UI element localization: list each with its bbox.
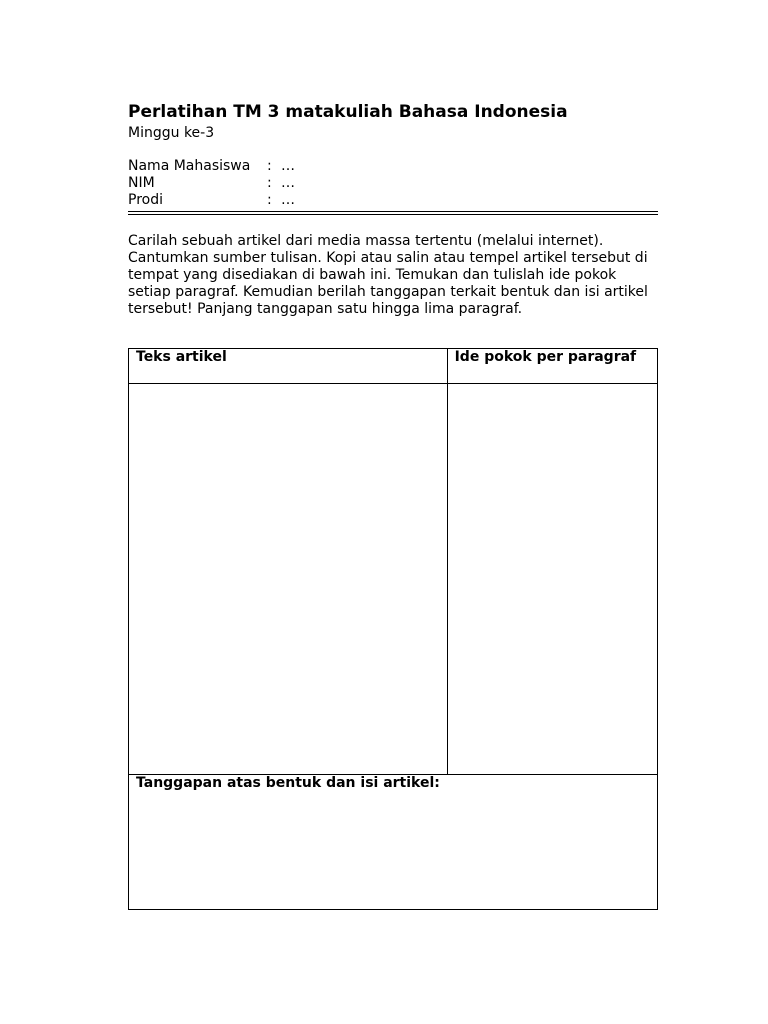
article-text-cell[interactable] xyxy=(129,384,448,775)
document-page xyxy=(128,100,658,332)
main-idea-cell[interactable] xyxy=(447,384,657,775)
field-label-prodi: Prodi xyxy=(128,192,163,208)
idea-column-header: Ide pokok per paragraf xyxy=(447,349,657,384)
double-divider xyxy=(128,211,658,215)
document-title: Perlatihan TM 3 matakuliah Bahasa Indonesia xyxy=(128,102,568,122)
field-row-name xyxy=(128,158,658,175)
table-body-row xyxy=(129,384,658,775)
field-label-nim: NIM xyxy=(128,175,155,191)
instructions-paragraph: Carilah sebuah artikel dari media massa tertentu (melalui internet). Cantumkan sumber tulisan. Kopi atau salin atau tempel artikel tersebut di tempat yang disediakan di bawah ini. Temukan dan tulislah ide pokok setiap paragraf. Kemudian berilah tanggapan terkait bentuk dan isi artikel tersebut! Panjang tanggapan satu hingga lima paragraf. xyxy=(128,233,648,317)
document-subtitle: Minggu ke-3 xyxy=(128,125,215,141)
field-value-name[interactable]: … xyxy=(281,158,295,174)
field-row-prodi xyxy=(128,192,658,209)
field-label-name: Nama Mahasiswa xyxy=(128,158,251,174)
field-row-nim xyxy=(128,175,658,192)
response-row xyxy=(129,775,658,910)
table-header-row xyxy=(129,349,658,384)
field-separator: : xyxy=(267,175,272,191)
field-value-prodi[interactable]: … xyxy=(281,192,295,208)
response-header: Tanggapan atas bentuk dan isi artikel: xyxy=(136,775,440,791)
article-column-header: Teks artikel xyxy=(129,349,448,384)
field-separator: : xyxy=(267,192,272,208)
field-separator: : xyxy=(267,158,272,174)
student-info xyxy=(128,158,658,209)
response-cell[interactable] xyxy=(129,775,658,910)
worksheet-table xyxy=(128,348,658,910)
field-value-nim[interactable]: … xyxy=(281,175,295,191)
